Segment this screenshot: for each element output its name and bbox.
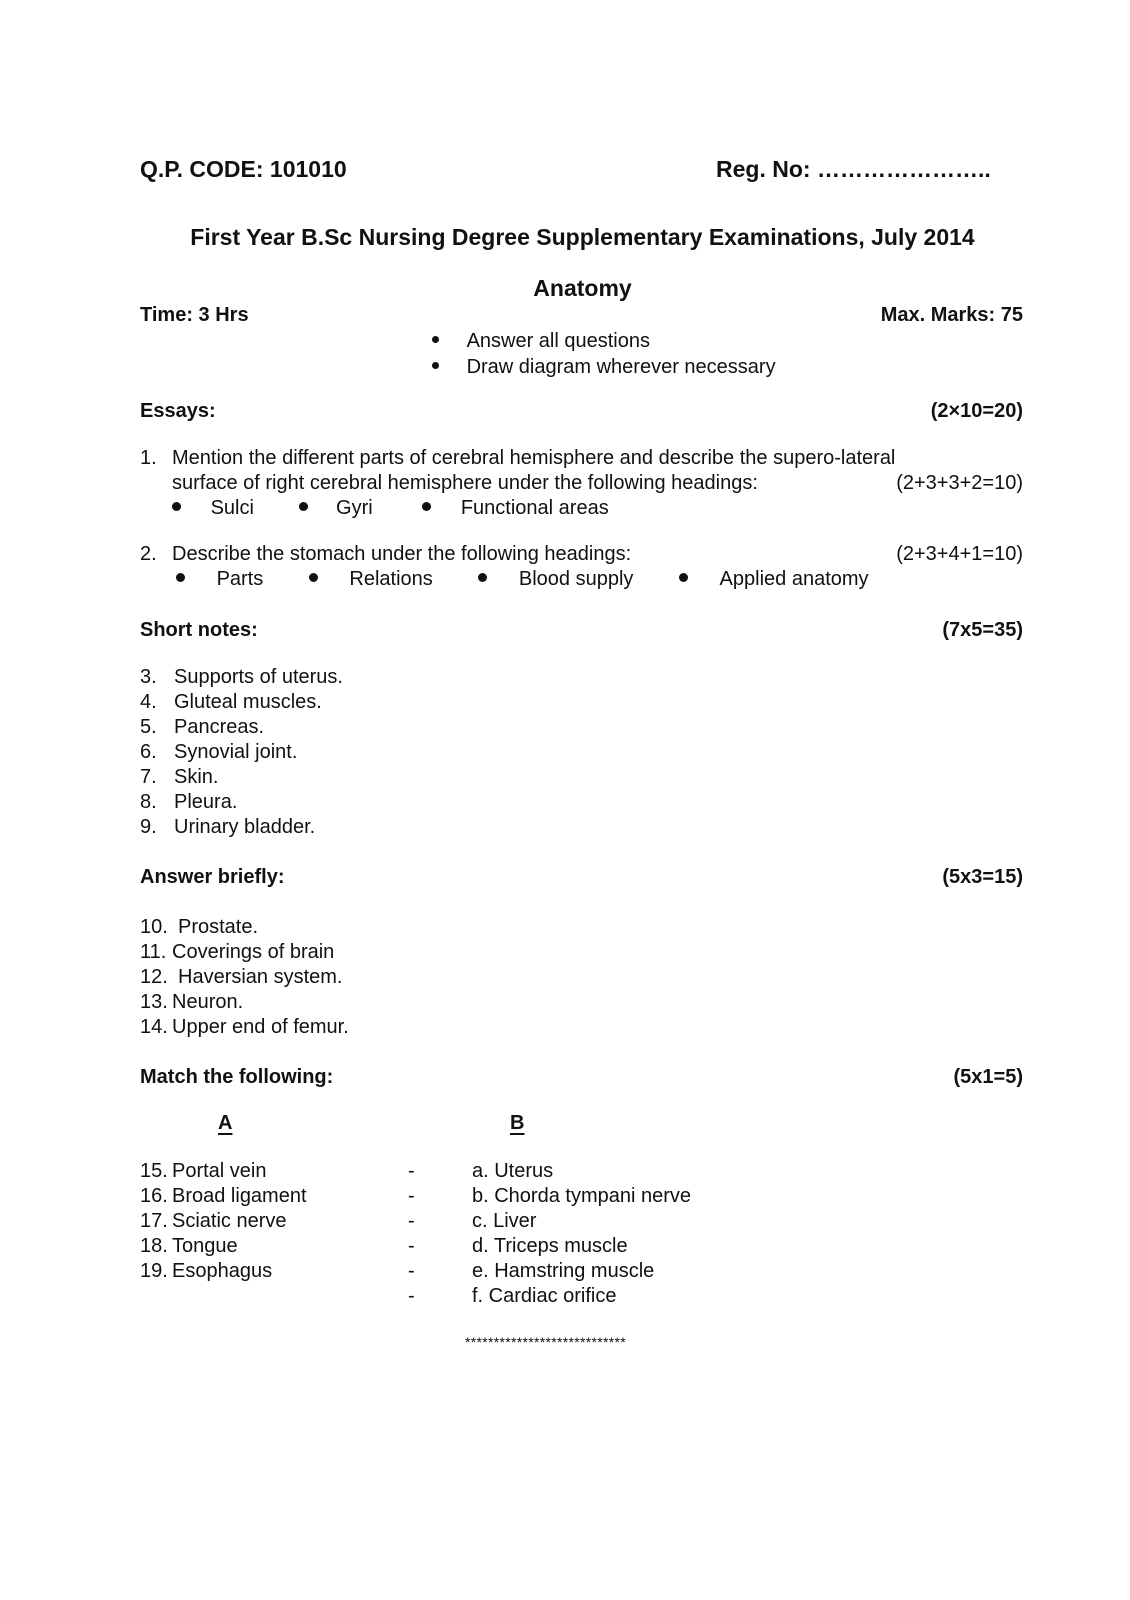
list-item: 4. Gluteal muscles. [140, 691, 322, 713]
list-item: 9. Urinary bladder. [140, 816, 316, 838]
list-item: f. Cardiac orifice [472, 1285, 617, 1307]
bullet-icon [679, 573, 688, 582]
bullet-icon [478, 573, 487, 582]
end-of-paper-mark: **************************** [465, 1334, 626, 1350]
answer-briefly-list [140, 915, 349, 1040]
max-marks: Max. Marks: 75 [880, 304, 1023, 326]
list-item: 14. Upper end of femur. [140, 1016, 349, 1038]
short-notes-list [140, 665, 343, 840]
list-item: a. Uterus [472, 1160, 554, 1182]
section-heading-match: Match the following: [140, 1066, 334, 1088]
match-column-a [140, 1159, 307, 1284]
qp-code: Q.P. CODE: 101010 [140, 156, 347, 182]
list-item: 13. Neuron. [140, 991, 244, 1013]
list-item: 10. Prostate. [140, 916, 259, 938]
question-subheadings: Parts Relations Blood supply Applied anatomy [176, 568, 869, 591]
question-marks: (2+3+3+2=10) [896, 472, 1023, 494]
list-item: 12. Haversian system. [140, 966, 343, 988]
match-column-a-header: A [218, 1112, 233, 1134]
question-text: Describe the stomach under the following headings: [172, 543, 632, 565]
match-column-b [472, 1159, 691, 1309]
instruction-item: Draw diagram wherever necessary [432, 356, 776, 379]
section-heading-essays: Essays: [140, 400, 216, 422]
time-allowed: Time: 3 Hrs [140, 304, 249, 326]
match-column-b-header: B [510, 1112, 525, 1134]
bullet-icon [176, 573, 185, 582]
bullet-icon [309, 573, 318, 582]
question-number: 2. [140, 543, 157, 565]
list-item: 6. Synovial joint. [140, 741, 298, 763]
list-item: 18. Tongue [140, 1235, 238, 1257]
question-subheadings: Sulci Gyri Functional areas [172, 497, 609, 520]
section-marks-match: (5x1=5) [953, 1066, 1023, 1088]
list-item: 3. Supports of uterus. [140, 666, 343, 688]
list-item: d. Triceps muscle [472, 1235, 628, 1257]
list-item: 11. Coverings of brain [140, 941, 335, 963]
section-heading-answer-briefly: Answer briefly: [140, 866, 285, 888]
subject-title: Anatomy [533, 275, 632, 301]
list-item: 5. Pancreas. [140, 716, 265, 738]
match-separators: - - - - - - [408, 1160, 415, 1307]
list-item: 17. Sciatic nerve [140, 1210, 287, 1232]
list-item: 15. Portal vein [140, 1160, 267, 1182]
instruction-item: Answer all questions [432, 330, 650, 353]
section-marks-answer-briefly: (5x3=15) [942, 866, 1023, 888]
bullet-icon [422, 502, 431, 511]
bullet-icon [299, 502, 308, 511]
list-item: 8. Pleura. [140, 791, 238, 813]
bullet-icon [172, 502, 181, 511]
question-text: surface of right cerebral hemisphere under the following headings: [172, 472, 758, 494]
list-item: c. Liver [472, 1210, 537, 1232]
list-item: b. Chorda tympani nerve [472, 1185, 692, 1207]
section-marks-essays: (2×10=20) [930, 400, 1023, 422]
section-marks-short-notes: (7x5=35) [942, 619, 1023, 641]
reg-no: Reg. No: ………………….. [716, 156, 991, 182]
bullet-icon [432, 336, 439, 343]
question-text: Mention the different parts of cerebral hemisphere and describe the supero-lateral [172, 447, 896, 469]
exam-title: First Year B.Sc Nursing Degree Supplementary Examinations, July 2014 [190, 224, 975, 250]
list-item: 7. Skin. [140, 766, 219, 788]
list-item: 19. Esophagus [140, 1260, 273, 1282]
section-heading-short-notes: Short notes: [140, 619, 258, 641]
list-item: e. Hamstring muscle [472, 1260, 655, 1282]
list-item: 16. Broad ligament [140, 1185, 307, 1207]
bullet-icon [432, 362, 439, 369]
question-number: 1. [140, 447, 157, 469]
question-marks: (2+3+4+1=10) [896, 543, 1023, 565]
